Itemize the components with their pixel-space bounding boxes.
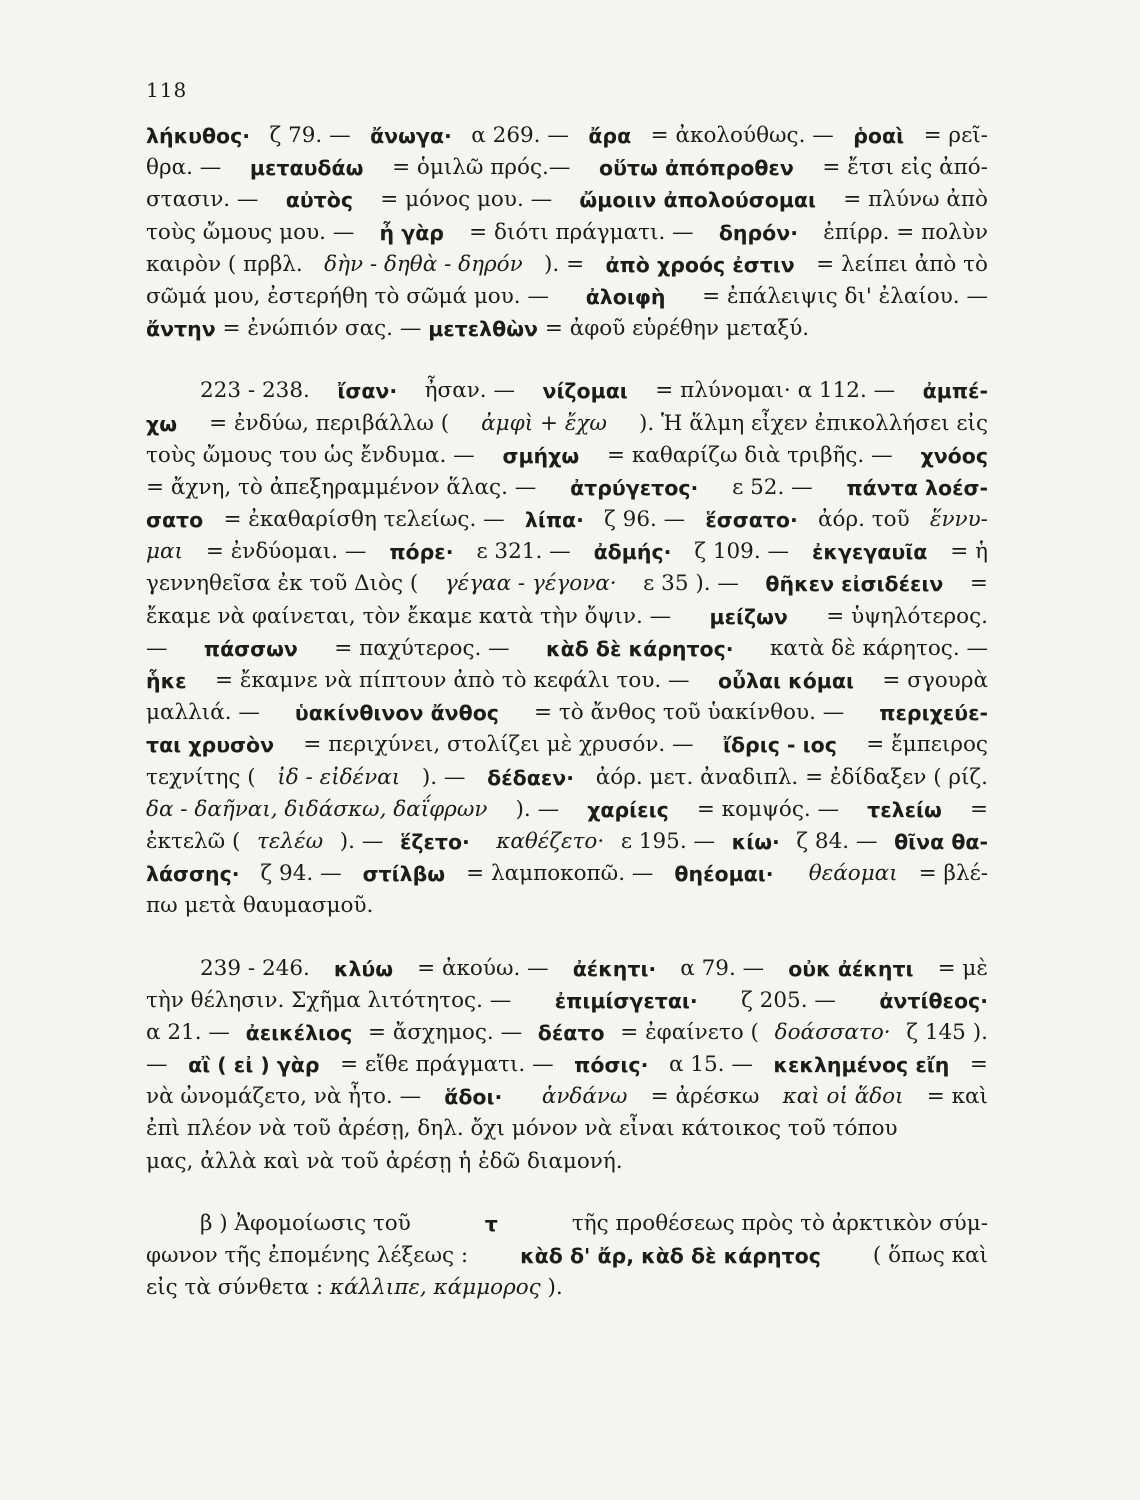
lemma: ὤμοιιν ἀπολούσομαι	[579, 188, 816, 213]
lemma: πόρε·	[389, 540, 454, 565]
lemma: οὕτω ἀπόπροθεν	[599, 156, 794, 181]
commentary-text	[146, 120, 988, 1304]
lemma: μετελθὼν	[428, 317, 539, 342]
gloss-text: ζ 94. —	[253, 861, 349, 887]
gloss-text: = ἐφαίνετο (	[613, 1019, 766, 1045]
lemma: ἀτρύγετος·	[570, 475, 699, 500]
lemma: ται χρυσὸν	[146, 733, 275, 758]
gloss-text: μαλλιά. —	[146, 700, 267, 726]
paragraph-gap	[146, 1178, 988, 1208]
text-line	[146, 281, 988, 313]
text-line	[146, 697, 988, 729]
text-line	[146, 1272, 988, 1304]
gloss-text: α 79. —	[673, 955, 771, 981]
lemma: σμήχω	[502, 443, 580, 468]
paragraph	[146, 120, 988, 345]
gloss-text: πω μετὰ θαυμασμοῦ.	[146, 893, 374, 919]
gloss-text: = εἴθε πράγματι. —	[333, 1052, 561, 1078]
gloss-text: = ἐκαθαρίσθη τελείως. —	[216, 507, 512, 533]
lemma: ἦ γὰρ	[379, 220, 444, 245]
text-line	[146, 762, 988, 794]
text-line	[146, 1240, 988, 1272]
gloss-text: = πλύνω ἀπὸ	[836, 187, 988, 213]
italic-text: καὶ οἱ ἅδοι	[782, 1084, 904, 1110]
text-line	[146, 665, 988, 697]
gloss-text	[480, 826, 487, 858]
paragraph	[146, 953, 988, 1178]
lemma: πόσις·	[574, 1053, 649, 1078]
lemma: ἕζετο·	[399, 829, 470, 854]
italic-text: καθέζετο·	[496, 828, 605, 854]
gloss-text: = ἀκολούθως. —	[643, 123, 841, 148]
lemma: κὰδ δὲ κάρητος·	[546, 636, 734, 661]
lemma: ἐπιμίσγεται·	[554, 988, 698, 1013]
text-line	[146, 120, 988, 152]
gloss-text: ἔκαμε νὰ φαίνεται, τὸν ἔκαμε κατὰ τὴν ὄψιν. —	[146, 603, 678, 629]
gloss-text: = λείπει ἀπὸ τὸ	[809, 251, 988, 277]
text-line	[146, 472, 988, 504]
gloss-text: ἐπίρρ. = πολὺν	[816, 219, 988, 245]
gloss-text: = περιχύνει, στολίζει μὲ χρυσόν. —	[296, 732, 701, 758]
text-line	[146, 858, 988, 890]
text-line	[146, 1081, 988, 1113]
lemma: ἅδοι·	[444, 1085, 503, 1110]
gloss-text: = βλέ-	[911, 861, 988, 887]
lemma: ἀμπέ-	[922, 379, 988, 404]
lemma: δηρόν·	[718, 220, 799, 245]
gloss-text: ( ὅπως καὶ	[866, 1243, 988, 1268]
gloss-text: ζ 145 ).	[899, 1019, 988, 1045]
gloss-text: νὰ ὠνομάζετο, νὰ ἦτο. —	[146, 1084, 428, 1110]
gloss-text: = μὲ	[930, 955, 988, 981]
gloss-text: = ἐνδύω, περιβάλλω (	[202, 410, 456, 436]
lemma: ὑακίνθινον ἄνθος	[294, 701, 499, 726]
italic-text: δα - δαῆναι, διδάσκω, δαΐφρων	[146, 796, 488, 822]
gloss-text: ). —	[415, 764, 473, 790]
gloss-text: = ἔμπειρος	[859, 732, 988, 758]
gloss-text: ἦσαν. —	[417, 378, 522, 404]
gloss-text: τὴν θέλησιν. Σχῆμα λιτότητος. —	[146, 987, 519, 1013]
text-line	[146, 794, 988, 826]
gloss-text: καιρὸν ( πρβλ.	[146, 251, 310, 277]
gloss-text: = καθαρίζω διὰ τριβῆς. —	[600, 442, 900, 468]
italic-text: κάλλιπε, κάμμορος	[329, 1275, 541, 1301]
gloss-text: —	[146, 635, 175, 661]
lemma: θηέομαι·	[674, 862, 774, 887]
lemma: θῖνα θα-	[894, 829, 988, 854]
gloss-text: 223 - 238.	[200, 378, 317, 404]
lemma: ἀέκητι·	[572, 956, 657, 981]
text-line	[146, 152, 988, 184]
text-line	[146, 1146, 988, 1178]
gloss-text: σῶμά μου, ἐστερήθη τὸ σῶμά μου. —	[146, 283, 556, 309]
gloss-text: = ἄσχημος. —	[361, 1019, 529, 1045]
italic-text: δοάσσατο·	[774, 1019, 891, 1045]
gloss-text: α 21. —	[146, 1019, 237, 1045]
gloss-text: εἰς τὰ σύνθετα :	[146, 1275, 330, 1301]
lemma: ἴσαν·	[337, 379, 398, 404]
lemma: κὰδ δ' ἄρ, κὰδ δὲ κάρητος	[520, 1244, 821, 1268]
text-line	[146, 375, 988, 407]
lemma: οὐκ ἀέκητι	[788, 956, 914, 981]
gloss-text: = κομψός. —	[690, 796, 846, 822]
gloss-text: ἀόρ. τοῦ	[811, 507, 917, 533]
page-number: 118	[146, 78, 188, 102]
gloss-text: = ἀφοῦ εὑρέθην μεταξύ.	[538, 316, 810, 342]
gloss-text: τῆς προθέσεως πρὸς τὸ ἀρκτικὸν σύμ-	[565, 1210, 988, 1236]
gloss-text: = ὑψηλότερος.	[819, 603, 988, 629]
lemma: ἐκγεγαυῖα	[811, 540, 928, 565]
gloss-text: ζ 84. —	[789, 828, 885, 854]
lemma: δέατο	[537, 1020, 605, 1045]
lemma: λάσσης·	[146, 862, 240, 887]
text-line	[146, 953, 988, 985]
text-line	[146, 1208, 988, 1240]
gloss-text: = μόνος μου. —	[373, 187, 559, 213]
gloss-text: = λαμποκοπῶ. —	[459, 861, 661, 887]
lemma: ἧκε	[146, 669, 187, 693]
text-line	[146, 890, 988, 922]
lemma: θῆκεν εἰσιδέειν	[765, 572, 944, 597]
text-line	[146, 313, 988, 345]
text-line	[146, 568, 988, 600]
gloss-text: ). —	[508, 796, 566, 822]
lemma: λίπα·	[524, 508, 584, 533]
gloss-text: β ) Ἀφομοίωσις τοῦ	[200, 1210, 418, 1236]
lemma: αἲ ( εἰ ) γὰρ	[188, 1053, 320, 1078]
gloss-text: =	[963, 1052, 988, 1078]
lemma: πάσσων	[203, 636, 298, 661]
text-line	[146, 1017, 988, 1049]
gloss-text: = ἔτσι εἰς ἀπό-	[815, 155, 988, 181]
gloss-text: = ρεῖ-	[916, 123, 988, 148]
italic-text: γέγαα - γέγονα·	[444, 571, 617, 597]
lemma: κεκλημένος εἴη	[773, 1053, 950, 1078]
lemma: περιχεύε-	[879, 701, 988, 726]
lemma: οὖλαι κόμαι	[718, 669, 854, 693]
lemma: ἄρα	[588, 124, 632, 148]
gloss-text: ). =	[537, 251, 591, 277]
text-line	[146, 1113, 988, 1145]
text-line	[146, 985, 988, 1017]
gloss-text: = σγουρὰ	[875, 668, 988, 693]
lemma: ἄντην	[146, 317, 216, 342]
gloss-text: = ἡ	[943, 539, 988, 565]
gloss-text: =	[963, 796, 988, 822]
gloss-text: ).	[540, 1275, 563, 1301]
paragraph	[146, 1208, 988, 1305]
text-line	[146, 440, 988, 472]
gloss-text: ε 52. —	[725, 474, 820, 500]
text-line	[146, 633, 988, 665]
lemma: χνόος	[920, 443, 988, 468]
gloss-text: = καὶ	[919, 1084, 988, 1110]
lemma: στίλβω	[362, 862, 446, 887]
gloss-text: = παχύτερος. —	[327, 635, 517, 661]
gloss-text: = διότι πράγματι. —	[462, 219, 701, 245]
lemma: ἀλοιφὴ	[585, 284, 666, 309]
italic-text: ἕννυ-	[929, 507, 988, 533]
gloss-text: = ἐπάλειψις δι' ἐλαίου. —	[695, 283, 988, 309]
lemma: κλύω	[333, 956, 394, 981]
gloss-text: = ἐνώπιόν σας. —	[215, 316, 429, 342]
lemma: χω	[146, 411, 178, 436]
italic-text: θεάομαι	[808, 861, 898, 887]
gloss-text: γεννηθεῖσα ἐκ τοῦ Διὸς (	[146, 571, 426, 597]
gloss-text: ζ 79. —	[262, 123, 358, 148]
gloss-text: ζ 205. —	[734, 987, 843, 1013]
lemma: μείζων	[709, 604, 788, 629]
gloss-text: τεχνίτης (	[146, 764, 263, 790]
gloss-text: = ὁμιλῶ πρός.—	[385, 155, 578, 181]
lemma: ἀεικέλιος	[245, 1020, 353, 1045]
text-line	[146, 184, 988, 216]
lemma: τελείω	[867, 797, 942, 822]
lemma: πάντα λοέσ-	[846, 475, 988, 500]
gloss-text: =	[963, 571, 988, 597]
gloss-text: μας, ἀλλὰ καὶ νὰ τοῦ ἀρέσῃ ἡ ἐδῶ διαμονή.	[146, 1148, 623, 1174]
italic-text: τελέω	[257, 828, 324, 854]
gloss-text: κατὰ δὲ κάρητος. —	[763, 635, 988, 661]
lemma: χαρίεις	[587, 797, 669, 822]
gloss-text: = ἀρέσκω	[643, 1084, 767, 1110]
lemma: λήκυθος·	[146, 124, 251, 148]
gloss-text: = ἔκαμνε νὰ πίπτουν ἀπὸ τὸ κεφάλι του. —	[208, 668, 697, 693]
gloss-text: ). —	[332, 828, 391, 854]
lemma: τ	[484, 1211, 498, 1236]
italic-text: δὴν - δηθὰ - δηρόν	[324, 251, 523, 277]
gloss-text: ). Ἡ ἅλμη εἶχεν ἐπικολλήσει εἰς	[632, 410, 988, 436]
lemma: ἀπὸ χροός ἐστιν	[605, 252, 795, 277]
italic-text: ἀμφὶ + ἔχω	[481, 410, 607, 436]
lemma: ἀδμής·	[593, 540, 672, 565]
gloss-text: ζ 96. —	[597, 507, 692, 533]
text-line	[146, 1049, 988, 1081]
lemma: μεταυδάω	[249, 156, 364, 181]
lemma: νίζομαι	[542, 379, 628, 404]
text-line	[146, 249, 988, 281]
gloss-text: στασιν. —	[146, 187, 266, 213]
paragraph-gap	[146, 345, 988, 375]
italic-text: μαι	[146, 539, 183, 565]
gloss-text: = ἐνδύομαι. —	[199, 539, 374, 565]
lemma: αὐτὸς	[285, 188, 353, 213]
text-line	[146, 601, 988, 633]
gloss-text	[519, 1081, 526, 1113]
lemma: ῥοαὶ	[853, 124, 905, 148]
text-line	[146, 729, 988, 761]
gloss-text: φωνον τῆς ἐπομένης λέξεως :	[146, 1243, 475, 1268]
lemma: σατο	[146, 508, 204, 533]
text-line	[146, 826, 988, 858]
paragraph-gap	[146, 923, 988, 953]
gloss-text: = πλύνομαι· α 112. —	[648, 378, 902, 404]
gloss-text: τοὺς ὤμους του ὡς ἔνδυμα. —	[146, 442, 482, 468]
text-line	[146, 217, 988, 249]
lemma: κίω·	[731, 829, 780, 854]
gloss-text: —	[146, 1052, 175, 1078]
text-line	[146, 504, 988, 536]
gloss-text: = ἄχνη, τὸ ἀπεξηραμμένον ἅλας. —	[146, 474, 544, 500]
gloss-text: α 15. —	[662, 1052, 760, 1078]
gloss-text	[788, 858, 795, 890]
lemma: δέδαεν·	[487, 765, 574, 790]
paragraph	[146, 375, 988, 922]
lemma: ἀντίθεος·	[879, 988, 988, 1013]
gloss-text: α 269. —	[464, 123, 576, 148]
lemma: ἄνωγα·	[370, 124, 452, 148]
lemma: ἴδρις - ιος	[722, 733, 837, 758]
gloss-text: ε 35 ). —	[636, 571, 746, 597]
lemma: ἕσσατο·	[705, 508, 798, 533]
gloss-text: ἐπὶ πλέον νὰ τοῦ ἀρέσῃ, δηλ. ὄχι μόνον νὰ εἶναι κάτοικος τοῦ τόπου	[146, 1116, 898, 1142]
gloss-text: ἐκτελῶ (	[146, 828, 248, 854]
text-line	[146, 536, 988, 568]
italic-text: ἁνδάνω	[541, 1084, 628, 1110]
gloss-text: θρα. —	[146, 155, 229, 181]
gloss-text: ε 321. —	[469, 539, 578, 565]
text-line	[146, 408, 988, 440]
italic-text: ἰδ - εἰδέναι	[277, 764, 401, 790]
gloss-text: τοὺς ὤμους μου. —	[146, 219, 362, 245]
gloss-text: = ἀκούω. —	[410, 955, 556, 981]
gloss-text: ζ 109. —	[687, 539, 796, 565]
gloss-text: ἀόρ. μετ. ἀναδιπλ. = ἐδίδαξεν ( ρίζ.	[588, 764, 988, 790]
gloss-text: 239 - 246.	[200, 955, 317, 981]
gloss-text: ε 195. —	[614, 828, 722, 854]
gloss-text: = τὸ ἄνθος τοῦ ὑακίνθου. —	[527, 700, 852, 726]
